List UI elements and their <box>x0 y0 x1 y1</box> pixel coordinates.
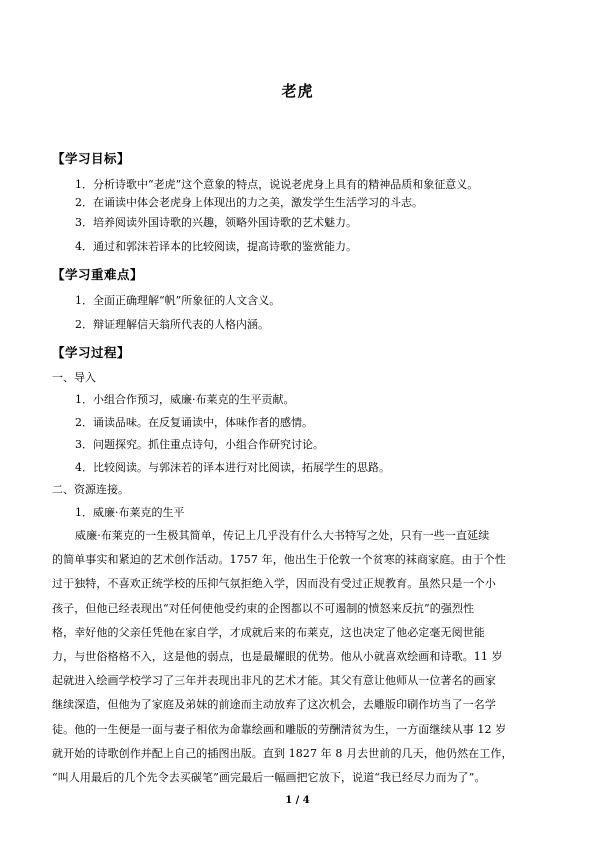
paragraph-line: 力，与世俗格格不入，这是他的弱点，也是最耀眼的优势。他从小就喜欢绘画和诗歌。11 岁 <box>52 650 503 664</box>
process-item: 2．诵读品味。在反复诵读中，体味作者的感情。 <box>75 416 313 429</box>
paragraph-line: 起就进入绘画学校学习了三年并表现出非凡的艺术才能。其父有意让他师从一位著名的画家 <box>52 674 496 688</box>
paragraph-line: 继续深造，但他为了家庭及弟妹的前途而主动放弃了这次机会，去雕版印刷作坊当了一名学 <box>52 698 496 712</box>
paragraph-line: 孩子，但他已经表现出“对任何使他受约束的企图都以不可遏制的愤怒来反抗”的强烈性 <box>52 601 475 615</box>
process-item: 3．问题探究。抓住重点诗句，小组合作研究讨论。 <box>75 438 324 451</box>
paragraph-line: “叫人用最后的几个先令去买碳笔”画完最后一幅画把它放下，说道“我已经尽力而为了”。 <box>52 771 486 785</box>
process-subheading: 1．威廉·布莱克的生平 <box>75 506 185 519</box>
paragraph-line: 的简单事实和紧迫的艺术创作活动。1757 年，他出生于伦敦一个贫寒的袜商家庭。由于个性 <box>52 553 506 567</box>
goal-item: 3．培养阅读外国诗歌的兴趣，领略外国诗歌的艺术魅力。 <box>75 216 357 229</box>
section-heading-keypoints: 【学习重难点】 <box>52 267 144 282</box>
paragraph-line: 格，幸好他的父亲任凭他在家自学，才成就后来的布莱克，这也决定了他必定毫无阅世能 <box>52 625 485 639</box>
process-part-label: 一、导入 <box>52 371 96 384</box>
keypoint-item: 2．辩证理解信天翁所代表的人格内涵。 <box>75 318 269 331</box>
goal-item: 2．在诵读中体会老虎身上体现出的力之美，激发学生生活学习的斗志。 <box>75 196 423 209</box>
paragraph-line: 徒。他的一生便是一面与妻子相依为命靠绘画和雕版的劳酬清贫为生，一方面继续从事 12 岁 <box>52 722 507 736</box>
biography-paragraph <box>52 524 552 790</box>
process-part-label: 二、资源连接。 <box>52 483 129 496</box>
page-title: 老虎 <box>281 82 314 100</box>
section-heading-goals: 【学习目标】 <box>52 151 131 166</box>
page-number: 1 / 4 <box>285 795 310 806</box>
goal-item: 1．分析诗歌中“老虎”这个意象的特点，说说老虎身上具有的精神品质和象征意义。 <box>75 178 479 191</box>
process-item: 1．小组合作预习，威廉·布莱克的生平贡献。 <box>75 393 295 406</box>
paragraph-line: 就开始的诗歌创作并配上自己的插图出版。直到 1827 年 8 月去世前的几天，他仍然在工作， <box>52 746 513 760</box>
section-heading-process: 【学习过程】 <box>52 345 131 360</box>
paragraph-line: 威廉·布莱克的一生极其简单，传记上几乎没有什么大书特写之处，只有一些一直延续 <box>75 529 490 542</box>
keypoint-item: 1．全面正确理解“帆”所象征的人文含义。 <box>75 294 281 307</box>
process-item: 4．比较阅读。与郭沫若的译本进行对比阅读，拓展学生的思路。 <box>75 461 390 474</box>
paragraph-line: 过于独特，不喜欢正统学校的压抑气氛拒绝入学，因而没有受过正规教育。虽然只是一个小 <box>52 577 496 591</box>
goal-item: 4．通过和郭沫若译本的比较阅读，提高诗歌的鉴赏能力。 <box>75 240 357 253</box>
